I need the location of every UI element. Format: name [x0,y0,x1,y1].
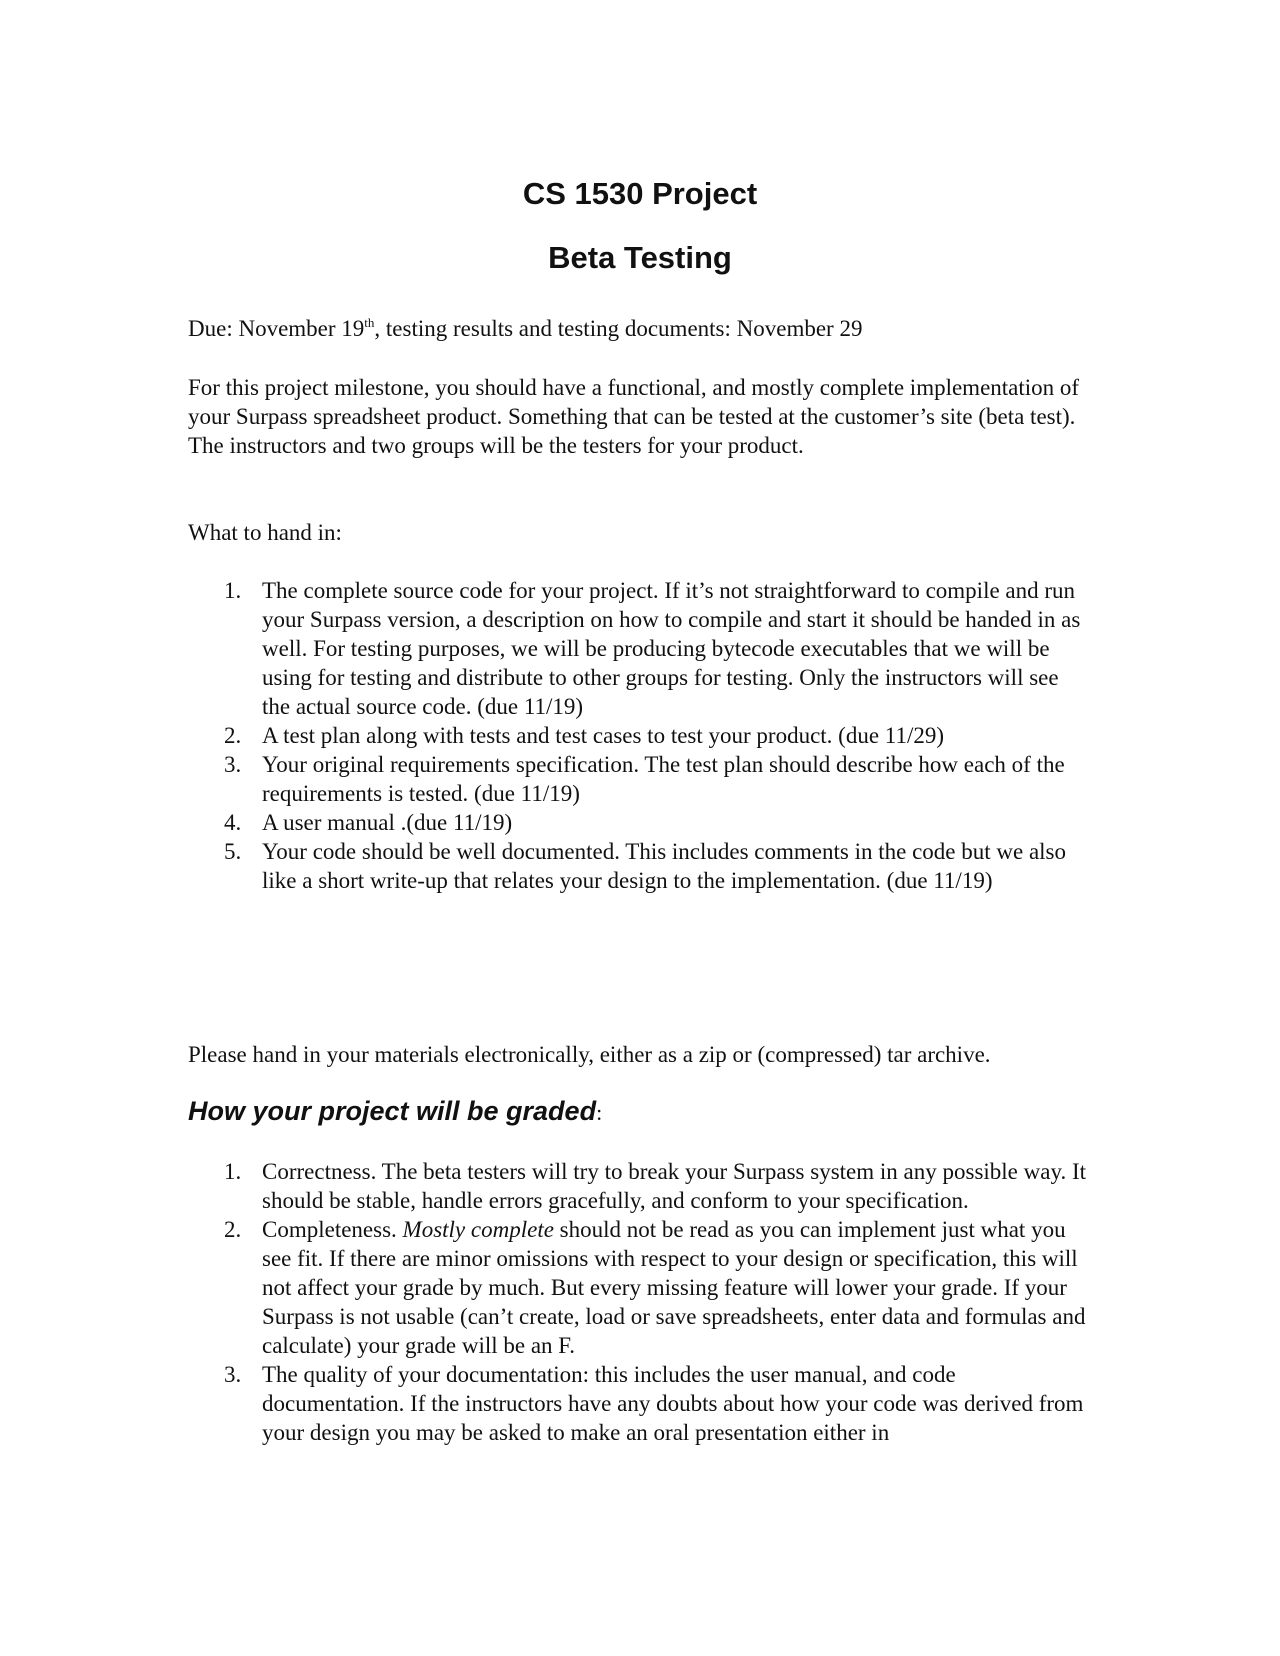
list-item-number: 3. [224,1362,242,1387]
grading-list [188,1157,1088,1447]
due-line [188,314,1088,343]
due-suffix: , testing results and testing documents: November 29 [374,316,863,341]
list-item [188,1157,1088,1215]
what-to-hand-in-label: What to hand in: [188,520,342,545]
document-subtitle: Beta Testing [548,240,732,275]
list-item-text: Your original requirements specification. The test plan should describe how each of the requirements is tested. (due 11/19) [262,752,1065,806]
list-item-text: The complete source code for your project. If it’s not straightforward to compile and run your Surpass version, a description on how to compile and start it should be handed in as well. For testing purposes, we will be producing bytecode executables that we will be using for testing and distribute to other groups for testing. Only the instructors will see the actual source code. (due 11/19) [262,578,1081,719]
list-item-text: Your code should be well documented. This includes comments in the code but we also like a short write-up that relates your design to the implementation. (due 11/19) [262,839,1067,893]
list-item [188,750,1088,808]
list-item [188,808,1088,837]
list-item-number: 1. [224,1159,242,1184]
list-item-text: The quality of your documentation: this includes the user manual, and code documentation. If the instructors have any doubts about how your code was derived from your design you may be asked to make an oral presentation either in [262,1362,1084,1445]
document-title: CS 1530 Project [522,176,758,211]
list-item-number: 2. [224,723,242,748]
due-prefix: Due: November 19 [188,316,365,341]
list-item-number: 1. [224,578,242,603]
list-item-number: 5. [224,839,242,864]
list-item-text: Correctness. The beta testers will try to break your Surpass system in any possible way. It should be stable, handle errors gracefully, and conform to your specification. [262,1159,1087,1213]
due-ordinal-suffix: th [364,315,375,330]
list-item-rest: should not be read as you can implement just what you see fit. If there are minor omissions with respect to your design or specification, this will not affect your grade by much. But every missing feature will lower your grade. If your Surpass is not usable (can’t create, load or save spreadsheets, enter data and formulas and calculate) your grade will be an F. [262,1217,1086,1358]
list-item [188,721,1088,750]
grading-heading-text: How your project will be graded [188,1096,597,1126]
hand-in-note: Please hand in your materials electronically, either as a zip or (compressed) tar archive. [188,1042,991,1067]
list-item-number: 2. [224,1217,242,1242]
list-item-text: A user manual .(due 11/19) [262,810,513,835]
grading-heading-colon: : [596,1100,603,1125]
list-item [188,1215,1088,1360]
hand-in-list [188,576,1088,895]
list-item-emphasis: Mostly complete [402,1217,554,1242]
intro-paragraph: For this project milestone, you should have a functional, and mostly complete implementation of your Surpass spreadsheet product. Something that can be tested at the customer’s site (beta test). The instructors and two groups will be the testers for your product. [188,375,1080,458]
list-item [188,576,1088,721]
grading-heading [188,1096,602,1127]
list-item-text [262,1215,1092,1360]
list-item-number: 3. [224,752,242,777]
list-item-text: A test plan along with tests and test cases to test your product. (due 11/29) [262,723,944,748]
list-item [188,837,1088,895]
list-item-number: 4. [224,810,242,835]
list-item-lead: Completeness. [262,1217,403,1242]
list-item [188,1360,1088,1447]
